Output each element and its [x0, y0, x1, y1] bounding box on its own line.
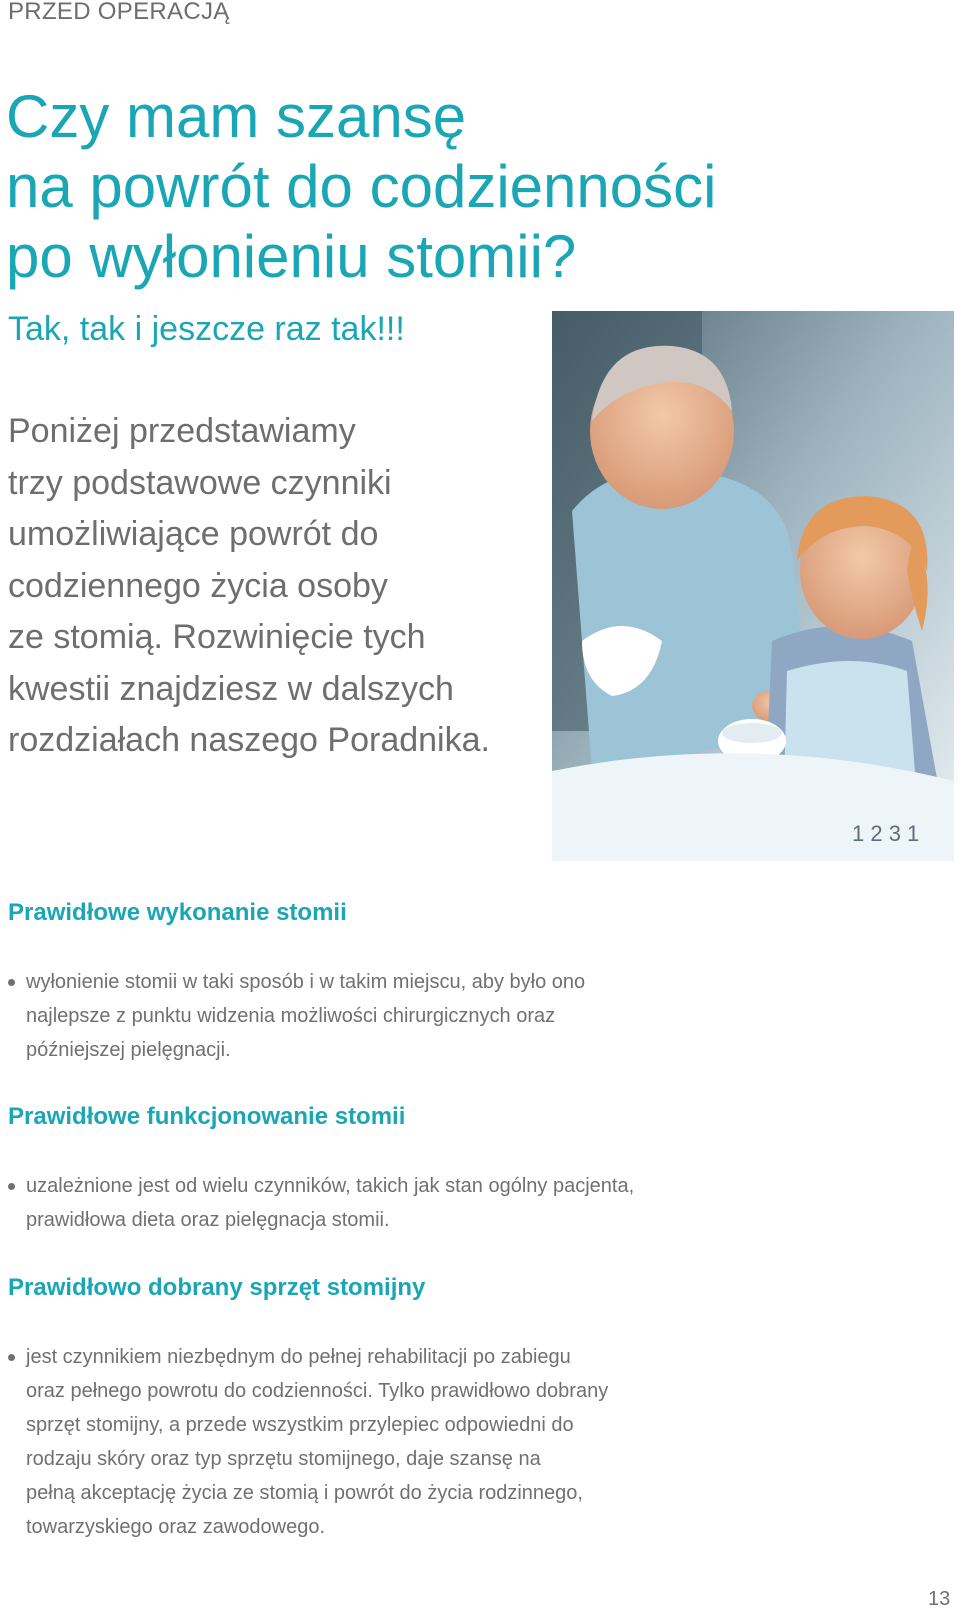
photo-grandmother-child-icon	[552, 311, 954, 861]
title-line: po wyłonieniu stomii?	[6, 223, 577, 290]
intro-line: trzy podstawowe czynniki	[8, 463, 392, 502]
bullet-line: oraz pełnego powrotu do codzienności. Tylko prawidłowo dobrany	[26, 1380, 609, 1402]
intro-line: rozdziałach naszego Poradnika.	[8, 721, 490, 759]
title-line: na powrót do codzienności	[6, 153, 717, 220]
section-heading: Prawidłowo dobrany sprzęt stomijny	[8, 1274, 426, 1301]
intro-line: Poniżej przedstawiamy	[8, 412, 356, 450]
title-line: Czy mam szansę	[6, 83, 467, 150]
bullet-item	[8, 965, 748, 1067]
bullet-item	[8, 1340, 748, 1544]
intro-line: umożliwiające powrót do	[8, 515, 379, 553]
section-heading: Prawidłowe wykonanie stomii	[8, 899, 347, 926]
subtitle: Tak, tak i jeszcze raz tak!!!	[8, 310, 405, 348]
section-stoma-equipment	[8, 1274, 748, 1544]
bullet-dot-icon	[8, 1354, 15, 1361]
page-number: 13	[928, 1588, 951, 1610]
intro-line: ze stomią. Rozwinięcie tych	[8, 618, 426, 656]
intro-paragraph	[8, 406, 528, 767]
bullet-dot-icon	[8, 979, 15, 986]
intro-line: kwestii znajdziesz w dalszych	[8, 669, 454, 708]
bullet-line: sprzęt stomijny, a przede wszystkim przylepiec odpowiedni do	[26, 1414, 574, 1436]
bullet-line: towarzyskiego oraz zawodowego.	[26, 1516, 326, 1538]
page-title	[6, 82, 906, 292]
bullet-line: prawidłowa dieta oraz pielęgnacja stomii.	[26, 1209, 390, 1231]
bullet-line: najlepsze z punktu widzenia możliwości chirurgicznych oraz	[26, 1005, 556, 1027]
bullet-line: uzależnione jest od wielu czynników, takich jak stan ogólny pacjenta,	[26, 1175, 635, 1197]
section-stoma-creation	[8, 899, 748, 1067]
bullet-item	[8, 1169, 748, 1237]
bullet-line: pełną akceptację życia ze stomią i powrót do życia rodzinnego,	[26, 1482, 583, 1504]
bullet-line: późniejszej pielęgnacji.	[26, 1039, 231, 1061]
intro-line: codziennego życia osoby	[8, 566, 388, 605]
section-header-label: PRZED OPERACJĄ	[8, 0, 230, 25]
photo-grandmother-child	[552, 311, 954, 861]
section-stoma-function	[8, 1103, 748, 1237]
bullet-line: rodzaju skóry oraz typ sprzętu stomijnego, daje szansę na	[26, 1448, 541, 1470]
svg-text:1 2 3 1: 1 2 3 1	[852, 821, 920, 846]
bullet-line: jest czynnikiem niezbędnym do pełnej rehabilitacji po zabiegu	[26, 1346, 571, 1368]
section-heading: Prawidłowe funkcjonowanie stomii	[8, 1103, 406, 1130]
bullet-dot-icon	[8, 1183, 15, 1190]
bullet-line: wyłonienie stomii w taki sposób i w takim miejscu, aby było ono	[26, 971, 586, 993]
